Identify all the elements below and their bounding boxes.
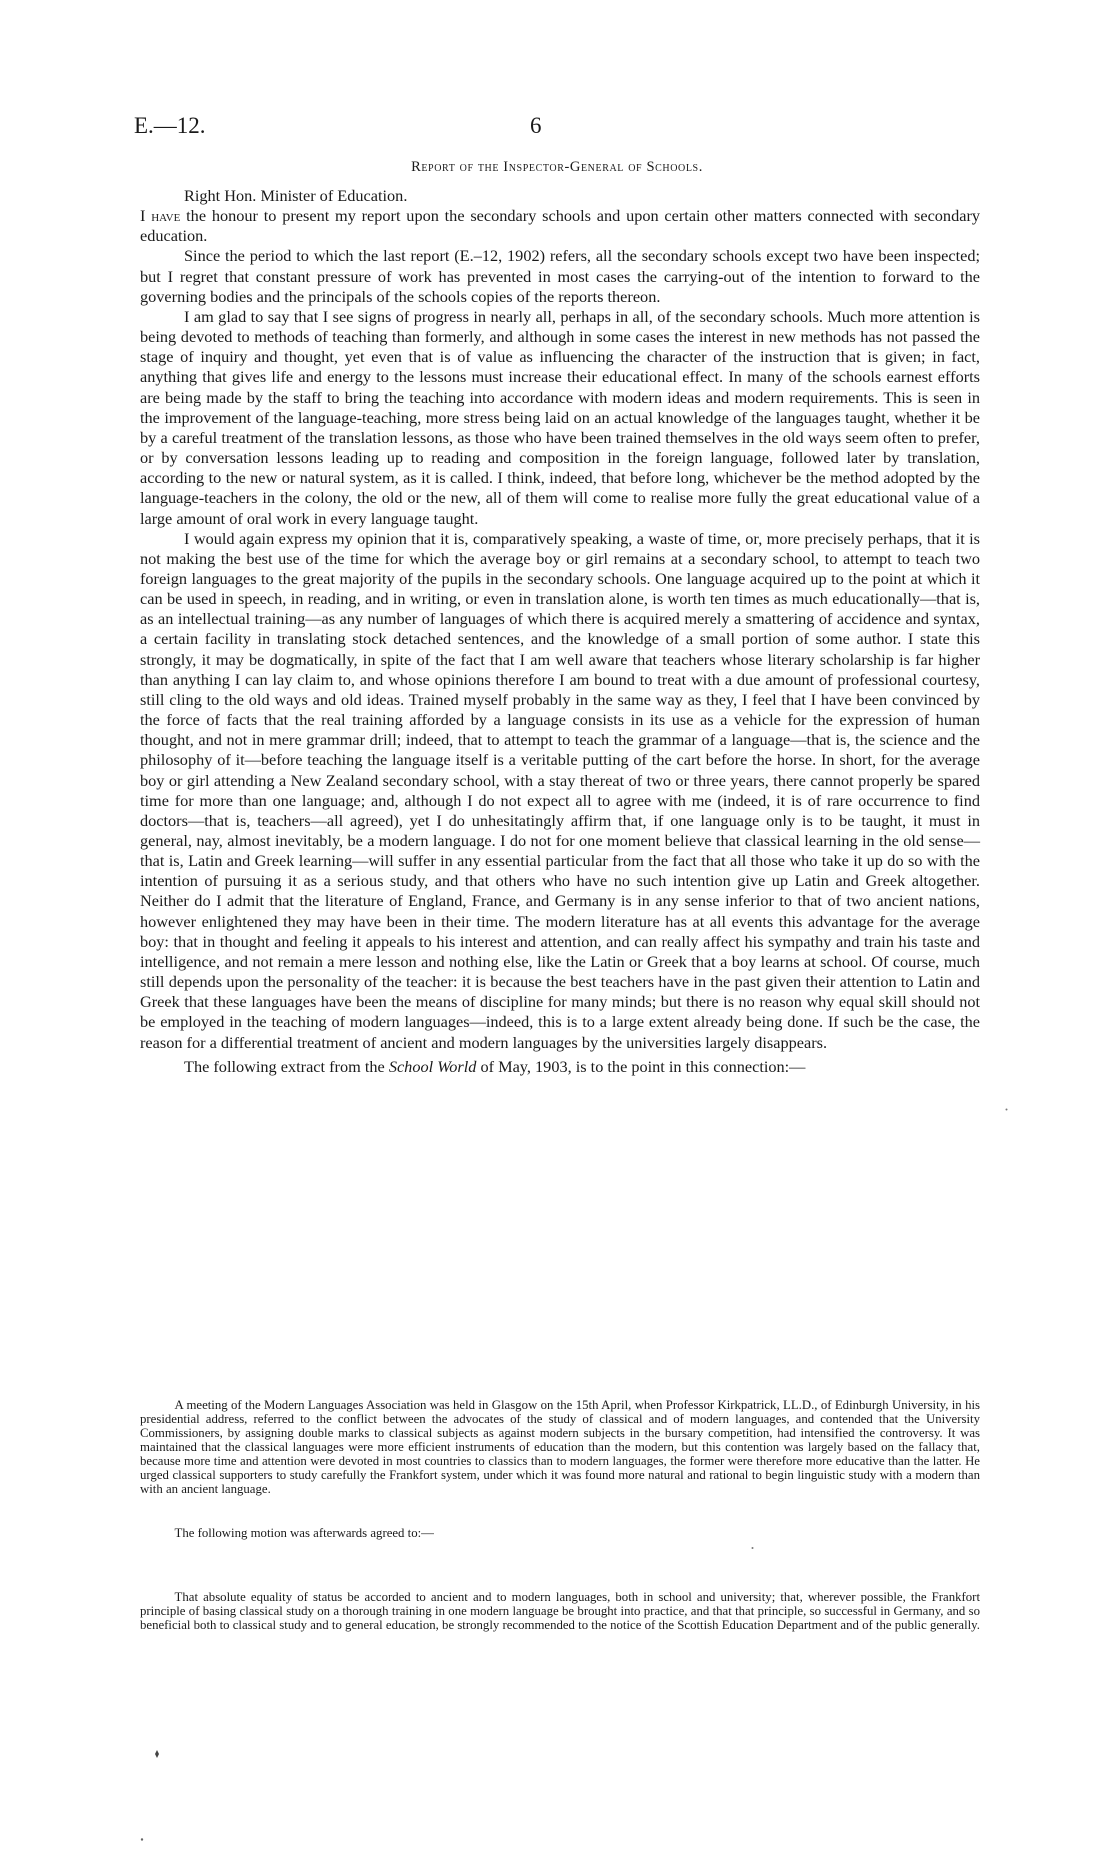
paragraph-5 [140, 1057, 980, 1077]
page-number: 6 [530, 113, 542, 138]
paragraph-5-before: The following extract from the [184, 1056, 389, 1076]
report-title: Report of the Inspector-General of Schools. [411, 159, 703, 175]
paragraph-2: Since the period to which the last report (E.–12, 1902) refers, all the secondary schools except two have been inspected; but I regret that constant pressure of work has prevented in most cases the carrying-out of the intention to forward to the governing bodies and the principals of the schools copies of the reports thereon. [140, 246, 980, 306]
extract-paragraph-2 [140, 1526, 980, 1540]
extract-text-1: A meeting of the Modern Languages Association was held in Glasgow on the 15th April, when Professor Kirkpatrick, LL.D., of Edinburgh University, in his presidential address, referred to the conflict between the advocates of the study of classical and of modern languages, and contended that the University Commissioners, by assigning double marks to classical subjects as against modern subjects in the bursary competition, had intensified the controversy. It was maintained that the classical languages were more efficient instruments of education than the modern, but this contention was largely based on the fallacy that, because more time and attention were devoted in most countries to classics than to modern languages, the former were therefore more educative than the latter. He urged classical supporters to study carefully the Frankfort system, under which it was found more natural and rational to begin linguistic study with a modern than with an ancient language. [140, 1398, 980, 1497]
paragraph-1-lead: I have [140, 206, 181, 226]
extract-paragraph-1 [140, 1398, 980, 1496]
scan-speck-mark-3 [1005, 1108, 1008, 1111]
publication-title: School World [388, 1056, 477, 1076]
scan-speck-mark [154, 1750, 160, 1758]
scan-speck-mark-4 [751, 1546, 754, 1550]
document-reference: E.—12. [134, 113, 206, 138]
extract-text-3: That absolute equality of status be accorded to ancient and to modern languages, both in school and university; that, wherever possible, the Frankfort principle of basing classical study on a thorough training in one modern language be brought into practice, and that that principle, so successful in Germany, and so beneficial both to classical study and to general education, be strongly recommended to the notice of the Scottish Education Department and of the public generally. [140, 1590, 980, 1633]
extract-paragraph-3 [140, 1590, 980, 1632]
paragraph-4: I would again express my opinion that it is, comparatively speaking, a waste of time, or, more precisely perhaps, that it is not making the best use of the time for which the average boy or girl remains at a secondary school, to attempt to teach two foreign languages to the great majority of the pupils in the secondary schools. One language acquired up to the point at which it can be used in speech, in reading, and in writing, or even in translation alone, is worth ten times as much educationally—that is, as an intellectual training—as any number of languages of which there is acquired merely a smattering of accidence and syntax, a certain facility in translating stock detached sentences, and the knowledge of a small portion of some author. I state this strongly, it may be dogmatically, in spite of the fact that I am well aware that teachers whose literary scholarship is far higher than anything I can lay claim to, and whose opinions therefore I am bound to treat with a due amount of professional courtesy, still cling to the old ways and old ideas. Trained myself probably in the same way as they, I feel that I have been convinced by the force of facts that the real training afforded by a language consists in its use as a vehicle for the expression of human thought, and not in mere grammar drill; indeed, that to attempt to teach the grammar of a language—that is, the science and the philosophy of it—before teaching the language itself is a veritable putting of the cart before the horse. In short, for the average boy or girl attending a New Zealand secondary school, with a stay thereat of two or three years, there cannot properly be spared time for more than one language; and, although I do not expect all to agree with me (indeed, it is of rare occurrence to find doctors—that is, teachers—all agreed), yet I do unhesitatingly affirm that, if one language only is to be taught, it must in general, nay, almost inevitably, be a modern language. I do not for one moment believe that classical learning in the old sense—that is, Latin and Greek learning—will suffer in any essential particular from the fact that all those who take it up do so with the intention of pursuing it as a serious study, and that others who have no such intention give up Latin and Greek altogether. Neither do I admit that the literature of England, France, and Germany is in any sense inferior to that of two ancient nations, however enlightened they may have been in their time. The modern literature has at all events this advantage for the average boy: that in thought and feeling it appeals to his interest and attention, and can really affect his sympathy and train his taste and intelligence, and not remain a mere lesson and nothing else, like the Latin or Greek that a boy learns at school. Of course, much still depends upon the personality of the teacher: it is because the best teachers have in the past given their attention to Latin and Greek that these languages have been the means of discipline for many minds; but there is no reason why equal skill should not be employed in the teaching of modern languages—indeed, this is to a large extent already being done. If such be the case, the reason for a differential treatment of ancient and modern languages by the universities largely disappears. [140, 528, 980, 1052]
extract-text-2: The following motion was afterwards agreed to:— [174, 1526, 434, 1540]
salutation: Right Hon. Minister of Education. [184, 186, 408, 205]
paragraph-1-text: the honour to present my report upon the secondary schools and upon certain other matters connected with secondary education. [140, 206, 981, 246]
paragraph-3: I am glad to say that I see signs of progress in nearly all, perhaps in all, of the secondary schools. Much more attention is being devoted to methods of teaching than formerly, and although in some cases the interest in new methods has not passed the stage of inquiry and thought, yet even that is of value as influencing the character of the instruction that is given; in fact, anything that gives life and energy to the lessons must increase their educational effect. In many of the schools earnest efforts are being made by the staff to bring the teaching into accordance with modern ideas and modern requirements. This is seen in the improvement of the language-teaching, more stress being laid on an actual knowledge of the languages taught, whether it be by a careful treatment of the translation lessons, as those who have been trained themselves in the old ways seem often to prefer, or by conversation lessons leading up to reading and composition in the foreign language, followed later by translation, according to the new or natural system, as it is called. I think, indeed, that before long, whichever be the method adopted by the language-teachers in the colony, the old or the new, all of them will come to realise more fully the great educational value of a large amount of oral work in every language taught. [140, 306, 980, 528]
paragraph-5-after: of May, 1903, is to the point in this connection:— [476, 1056, 806, 1076]
paragraph-1 [140, 206, 980, 246]
report-body [140, 186, 980, 1077]
page-header [134, 112, 980, 140]
scan-speck-mark-2 [140, 1838, 144, 1841]
